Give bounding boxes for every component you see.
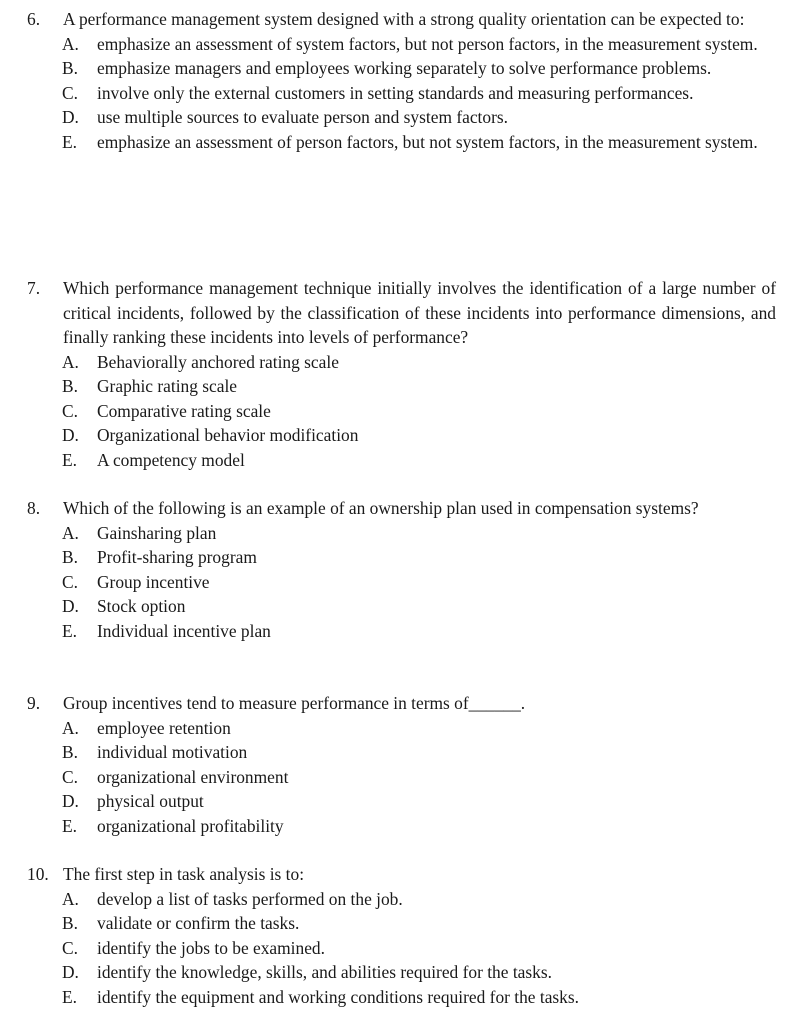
question-number: 8.	[27, 498, 41, 518]
option-text: individual motivation	[97, 742, 248, 762]
answer-options	[0, 716, 805, 839]
option-letter: D.	[62, 425, 79, 445]
option-letter: E.	[62, 449, 77, 470]
option-text: Individual incentive plan	[97, 620, 271, 641]
option-text: emphasize managers and employees working separately to solve performance problems.	[97, 58, 712, 78]
answer-option-b[interactable]	[62, 911, 776, 936]
option-text: identify the jobs to be examined.	[97, 937, 325, 958]
option-text: Stock option	[97, 596, 186, 616]
option-text: A competency model	[97, 449, 245, 470]
option-text: use multiple sources to evaluate person and system factors.	[97, 107, 508, 127]
answer-option-e[interactable]	[62, 130, 776, 155]
option-letter: B.	[62, 742, 78, 762]
option-text: Behaviorally anchored rating scale	[97, 351, 339, 372]
option-text: identify the equipment and working conditions required for the tasks.	[97, 986, 579, 1007]
answer-option-e[interactable]	[62, 985, 776, 1010]
answer-options	[0, 521, 805, 644]
option-letter: C.	[62, 400, 78, 421]
option-letter: C.	[62, 571, 78, 592]
option-text: Comparative rating scale	[97, 400, 271, 421]
answer-options	[0, 887, 805, 1010]
question-number: 10.	[27, 864, 49, 884]
question-10	[0, 862, 805, 1009]
option-letter: A.	[62, 351, 79, 372]
answer-option-a[interactable]	[62, 716, 776, 741]
option-letter: A.	[62, 522, 79, 543]
answer-option-d[interactable]	[62, 105, 776, 130]
answer-option-d[interactable]	[62, 789, 776, 814]
answer-option-a[interactable]	[62, 350, 776, 375]
option-text: Graphic rating scale	[97, 376, 238, 396]
answer-option-c[interactable]	[62, 81, 776, 106]
question-stem: A performance management system designed with a strong quality orientation can be expected to:	[63, 9, 745, 29]
option-text: validate or confirm the tasks.	[97, 913, 300, 933]
question-stem: Which performance management technique initially involves the identification of a large number of critical incidents, followed by the classification of these incidents into performance dimensions, and finally ranking these incidents into levels of performance?	[63, 278, 776, 347]
answer-option-e[interactable]	[62, 814, 776, 839]
question-6	[0, 7, 805, 154]
option-letter: E.	[62, 131, 77, 152]
option-text: emphasize an assessment of person factors, but not system factors, in the measurement system.	[97, 131, 758, 152]
question-number: 7.	[27, 278, 41, 298]
answer-option-c[interactable]	[62, 399, 776, 424]
option-letter: B.	[62, 547, 78, 567]
answer-option-b[interactable]	[62, 56, 776, 81]
answer-option-e[interactable]	[62, 448, 776, 473]
option-letter: D.	[62, 596, 79, 616]
option-text: involve only the external customers in setting standards and measuring performances.	[97, 82, 694, 103]
option-text: employee retention	[97, 717, 231, 738]
option-letter: B.	[62, 913, 78, 933]
answer-option-b[interactable]	[62, 545, 776, 570]
option-text: identify the knowledge, skills, and abilities required for the tasks.	[97, 962, 552, 982]
option-letter: D.	[62, 962, 79, 982]
answer-option-c[interactable]	[62, 936, 776, 961]
answer-option-c[interactable]	[62, 570, 776, 595]
answer-option-b[interactable]	[62, 374, 776, 399]
answer-option-b[interactable]	[62, 740, 776, 765]
answer-option-d[interactable]	[62, 423, 776, 448]
option-letter: C.	[62, 937, 78, 958]
option-letter: D.	[62, 107, 79, 127]
option-letter: A.	[62, 717, 79, 738]
option-text: develop a list of tasks performed on the job.	[97, 888, 403, 909]
answer-options	[0, 32, 805, 155]
answer-option-c[interactable]	[62, 765, 776, 790]
option-letter: D.	[62, 791, 79, 811]
question-stem: Which of the following is an example of an ownership plan used in compensation systems?	[63, 498, 699, 518]
question-stem: The first step in task analysis is to:	[63, 864, 305, 884]
option-letter: E.	[62, 620, 77, 641]
question-stem: Group incentives tend to measure performance in terms of______.	[63, 693, 526, 713]
question-7	[0, 276, 805, 472]
option-text: organizational environment	[97, 766, 289, 787]
question-8	[0, 496, 805, 643]
option-letter: C.	[62, 82, 78, 103]
question-number: 6.	[27, 9, 41, 29]
option-text: Group incentive	[97, 571, 210, 592]
question-number: 9.	[27, 693, 41, 713]
answer-options	[0, 350, 805, 473]
answer-option-a[interactable]	[62, 887, 776, 912]
question-9	[0, 691, 805, 838]
answer-option-d[interactable]	[62, 960, 776, 985]
answer-option-a[interactable]	[62, 32, 776, 57]
option-text: Profit-sharing program	[97, 547, 257, 567]
option-text: Organizational behavior modification	[97, 425, 359, 445]
option-text: organizational profitability	[97, 815, 284, 836]
option-letter: C.	[62, 766, 78, 787]
option-text: Gainsharing plan	[97, 522, 217, 543]
answer-option-e[interactable]	[62, 619, 776, 644]
answer-option-a[interactable]	[62, 521, 776, 546]
answer-option-d[interactable]	[62, 594, 776, 619]
option-letter: A.	[62, 888, 79, 909]
option-letter: E.	[62, 815, 77, 836]
option-letter: E.	[62, 986, 77, 1007]
option-text: emphasize an assessment of system factors, but not person factors, in the measurement system.	[97, 33, 758, 54]
option-letter: B.	[62, 376, 78, 396]
option-text: physical output	[97, 791, 204, 811]
option-letter: A.	[62, 33, 79, 54]
option-letter: B.	[62, 58, 78, 78]
